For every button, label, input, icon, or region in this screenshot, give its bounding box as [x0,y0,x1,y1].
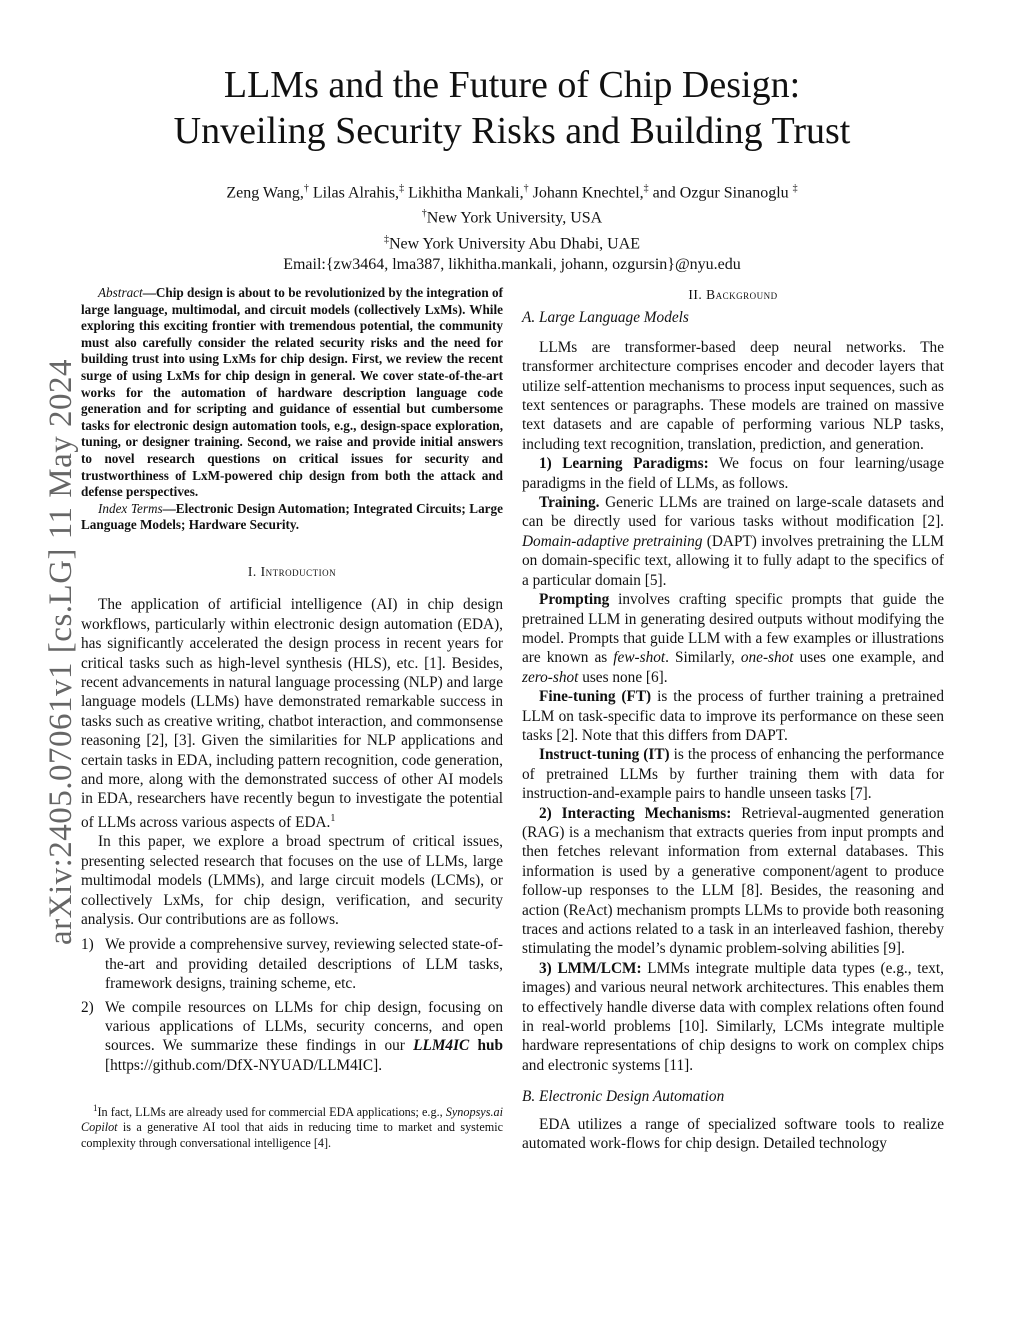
footnote-text: is a generative AI tool that aids in reducing time to market and systemic complexity through conversational intelligence [4]. [81,1120,503,1150]
index-terms-text: —Electronic Design Automation; Integrated Circuits; Large Language Models; Hardware Security. [81,500,503,533]
paragraph-text: is the process of further training a pretrained LLM on task-specific data to improve its performance on these seen tasks [2]. Note that this differs from DAPT. [522,688,944,744]
abstract-text: —Chip design is about to be revolutionized by the integration of large language, multimodal, and circuit models (collectively LxMs). While exploring this exciting frontier with tremendous potential, the community must also carefully consider the related security risks and the need for building trust into using LxMs for chip design. First, we review the recent surge of using LxMs for chip design in general. We cover state-of-the-art works for the automation of hardware description language code generation and for scripting and guidance of essential but cumbersome tasks for electronic design automation tools, e.g., design-space exploration, tuning, or designer training. Second, we raise and provide initial answers to novel research questions on critical issues for security and trustworthiness of LxM-powered chip design from both the attack and defense perspectives. [81,285,503,500]
paragraph-heading: Fine-tuning (FT) [539,688,652,706]
section-number: I. [247,563,261,579]
paragraph-heading: 3) LMM/LCM: [539,959,642,977]
affiliation-mark: ‡ [383,233,389,245]
affiliation-mark: ‡ [643,183,649,194]
author-name: Lilas Alrahis, [312,184,400,202]
section-number: II. [688,287,707,302]
index-terms-label: Index Terms [98,500,163,516]
interacting-mechanisms-paragraph [522,804,944,959]
affiliation-mark: † [523,183,529,194]
section-title: Background [706,287,778,302]
author-name: Likhitha Mankali, [408,184,524,202]
arxiv-sidebar [18,245,79,945]
list-number: 2) [81,998,94,1016]
list-item [81,935,503,993]
author-email: Email:{zw3464, lma387, likhitha.mankali, johann, ozgursin}@nyu.edu [283,255,741,273]
title-line-2: Unveiling Security Risks and Building Trust [173,110,851,152]
footnote-product: Synopsys.ai Copilot [81,1105,503,1135]
left-column [81,285,503,1151]
author-name: Johann Knechtel, [532,184,644,202]
instruct-tuning-paragraph [522,745,944,803]
footnote-ref: 1 [330,812,336,824]
paper-title [0,62,1024,154]
arxiv-identifier: arXiv:2405.07061v1 [cs.LG] 11 May 2024 [43,358,79,945]
paragraph-text: The application of artificial intelligence (AI) in chip design workflows, particularly within electronic design automation (EDA), has significantly accelerated the design process in recent years for critical tasks such as high-level synthesis (HLS), etc. [1]. Besides, recent advancements in natural language processing (NLP) and large language models (LLMs) have demonstrated remarkable success in tasks such as creative writing, chatbot interaction, and commonsense reasoning [2], [3]. Given the similarities for NLP applications and certain tasks in EDA, including pattern recognition, code generation, and more, along with the demonstrated success of other AI models in EDA, researchers have recently begun to investigate the potential of LLMs across various aspects of EDA. [81,596,503,831]
index-terms [81,501,503,534]
lmm-lcm-paragraph [522,959,944,1075]
right-column [522,285,944,1153]
list-item [81,998,503,1076]
italic-term: few-shot [613,649,666,667]
paragraph-text: uses none [6]. [578,668,668,686]
paragraph-text: is the process of enhancing the performance of pretrained LLMs by further training them with data for instruction-and-example pairs to handle unseen tasks [7]. [522,746,944,803]
affiliation-2 [0,229,1024,254]
paragraph-text: We focus on four learning/usage paradigms in the field of LLMs, as follows. [522,455,944,492]
footnote-text: In fact, LLMs are already used for commercial EDA applications; e.g., [97,1105,446,1120]
paragraph-text: LMMs integrate multiple data types (e.g., text, images) and various neural network architectures. This enables them to effectively handle diverse data with complex relations often found in real-world problems [10]. Similarly, LCMs integrate multiple hardware representations of chip designs to work on complex chips and electronic systems [11]. [522,959,944,1074]
author-name: Zeng Wang, [226,184,304,202]
eda-paragraph: EDA utilizes a range of specialized software tools to realize automated work-flows for chip design. Detailed technology [522,1115,944,1153]
contribution-list [81,935,503,1075]
abstract [81,285,503,501]
prompting-paragraph [522,590,944,687]
italic-term: zero-shot [522,668,579,686]
italic-term: one-shot [740,649,794,667]
paragraph-heading: Prompting [539,591,610,609]
paragraph-text: . Similarly, [665,649,741,667]
list-text: We provide a comprehensive survey, reviewing selected state-of-the-art and providing detailed descriptions of LLM tasks, framework designs, training scheme, etc. [105,936,503,993]
paragraph-text: uses one example, and [793,649,945,667]
list-text: We compile resources on LLMs for chip design, focusing on various applications of LLMs, security concerns, and open sources. We summarize these findings in our [105,998,503,1055]
paragraph-text: Retrieval-augmented generation (RAG) is a mechanism that extracts queries from input prompts and then fetches relevant information from external databases. This information is used by a generative component/agent to produce follow-up responses to the LLM [8]. Besides, the reasoning and action (ReAct) mechanism prompts LLMs to provide both reasoning traces and actions related to a task in an interleaved fashion, thereby stimulating the model’s dynamic problem-solving abilities [9]. [522,804,944,958]
training-paragraph [522,493,944,590]
hub-name: LLM4IC [413,1037,470,1055]
author-name: and Ozgur Sinanoglu [652,184,789,202]
hub-label: hub [477,1037,503,1055]
learning-paradigms-paragraph [522,454,944,493]
section-title: Introduction [260,563,337,579]
llm-paragraph: LLMs are transformer-based deep neural networks. The transformer architecture comprises encoder and decoder layers that utilize self-attention mechanisms to process input sequences, such as text sentences or paragraphs. These models are trained on massive text datasets and are capable of performing various NLP tasks, including text recognition, translation, prediction, and generation. [522,338,944,453]
abstract-label: Abstract [98,285,143,300]
hub-link[interactable]: [https://github.com/DfX-NYUAD/LLM4IC]. [105,1056,383,1074]
affiliation-text: New York University Abu Dhabi, UAE [388,234,641,252]
title-line-1: LLMs and the Future of Chip Design: [223,64,801,106]
italic-term: Domain-adaptive pretraining [522,532,703,550]
intro-paragraph-1 [81,595,503,832]
affiliation-mark: ‡ [792,183,798,194]
author-list [0,178,1024,203]
affiliation-mark: † [303,183,309,194]
paragraph-heading: 1) Learning Paradigms: [539,455,709,473]
affiliation-mark: ‡ [399,183,405,194]
paragraph-text: Generic LLMs are trained on large-scale datasets and can be directly used for various tasks without modification [2]. [522,494,944,531]
paragraph-heading: Instruct-tuning (IT) [539,746,670,764]
section-heading-introduction [81,562,503,581]
paragraph-text: involves crafting specific prompts that guide the pretrained LLM in generating desired outputs without modifying the model. Prompts that guide LLM with a few examples or illustrations are known as [522,591,944,667]
footnote-mark: 1 [93,1103,98,1114]
paragraph-heading: Training. [539,494,600,512]
affiliation-text: New York University, USA [426,209,603,227]
paragraph-text: (DAPT) involves pretraining the LLM on domain-specific text, allowing it to fully adapt to the specifics of a particular domain [5]. [522,532,944,589]
affiliation-1 [0,203,1024,228]
paragraph-heading: 2) Interacting Mechanisms: [539,804,732,822]
subsection-heading-eda: B. Electronic Design Automation [522,1088,725,1106]
section-heading-background [522,285,944,304]
footnote [81,1101,503,1151]
affiliation-mark: † [421,208,427,220]
author-block [0,178,1024,275]
fine-tuning-paragraph [522,687,944,745]
intro-paragraph-2: In this paper, we explore a broad spectrum of critical issues, presenting selected research that focuses on the use of LLMs, large multimodal models (LMMs), and large circuit models (LCMs), or collectively LxMs, for chip design, verification, and security analysis. Our contributions are as follows. [81,833,503,928]
subsection-heading-llm: A. Large Language Models [522,309,689,327]
list-number: 1) [81,936,94,954]
